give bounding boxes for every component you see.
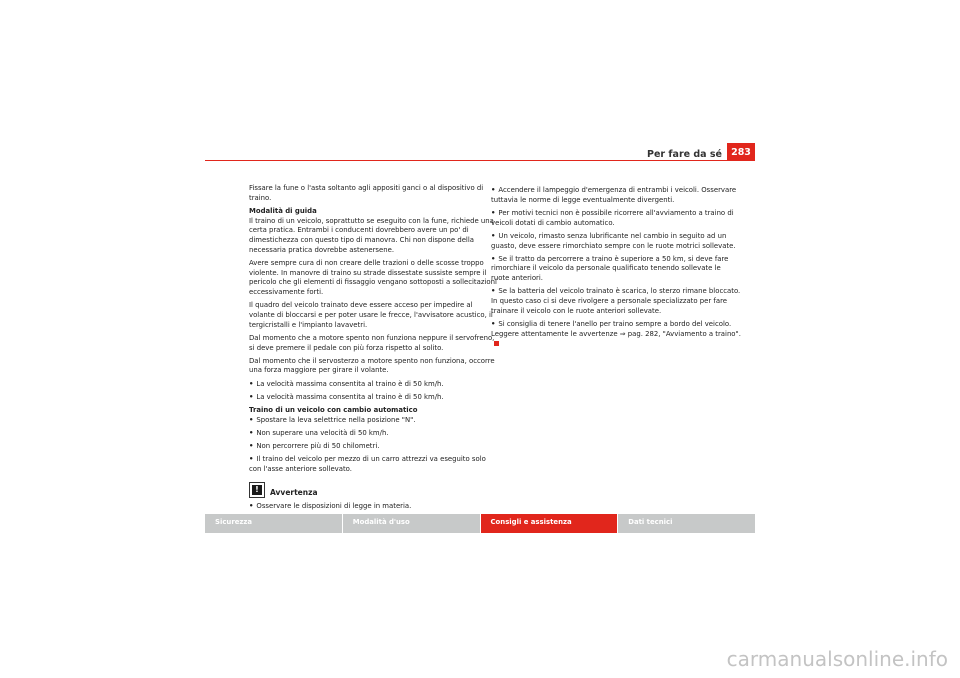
list-item bbox=[249, 393, 497, 403]
paragraph: Il traino di un veicolo, soprattutto se eseguito con la fune, richiede una certa pratica. Entrambi i conducenti dovrebbero avere un po' di dimestichezza con questo tipo di manovra. Chi non dispone della necessaria pratica dovrebbe astenersene. bbox=[249, 216, 494, 254]
list-item-text: La velocità massima consentita al traino è di 50 km/h. bbox=[256, 392, 444, 401]
bullet-icon: • bbox=[249, 428, 254, 437]
list-item bbox=[491, 209, 741, 228]
tab-consigli-assistenza[interactable]: Consigli e assistenza bbox=[481, 514, 618, 533]
list-item bbox=[491, 287, 741, 316]
watermark: carmanualsonline.info bbox=[726, 647, 948, 671]
bullet-icon: • bbox=[491, 254, 496, 263]
list-item-text: Spostare la leva selettrice nella posizione "N". bbox=[256, 415, 416, 424]
list-item-text: Accendere il lampeggio d'emergenza di entrambi i veicoli. Osservare tuttavia le norme di legge eventualmente divergenti. bbox=[491, 186, 737, 204]
paragraph: Avere sempre cura di non creare delle trazioni o delle scosse troppo violente. In manovre di traino su strade dissestate sussiste sempre il pericolo che gli elementi di fissaggio vengano sottoposti a sollecitazioni eccessivamente forti. bbox=[249, 258, 497, 297]
bullet-icon: • bbox=[249, 455, 254, 464]
list-item bbox=[491, 232, 741, 251]
bullet-icon: • bbox=[491, 186, 496, 194]
list-item bbox=[249, 442, 497, 452]
paragraph: Dal momento che il servosterzo a motore spento non funziona, occorre una forza maggiore per girare il volante. bbox=[249, 356, 495, 375]
bullet-icon: • bbox=[249, 501, 254, 510]
list-item-text: La velocità massima consentita al traino è di 50 km/h. bbox=[256, 379, 444, 388]
bullet-icon: • bbox=[491, 231, 496, 240]
tab-modalita-uso[interactable]: Modalità d'uso bbox=[343, 514, 480, 533]
bullet-icon: • bbox=[249, 379, 254, 388]
bullet-icon: • bbox=[249, 415, 254, 424]
list-item-text: Non superare una velocità di 50 km/h. bbox=[256, 428, 389, 437]
left-column bbox=[249, 184, 497, 515]
list-item-text: Osservare le disposizioni di legge in materia. bbox=[256, 501, 412, 510]
list-item bbox=[249, 455, 497, 474]
list-item bbox=[249, 380, 497, 390]
bullet-icon: • bbox=[491, 287, 496, 296]
tab-dati-tecnici[interactable]: Dati tecnici bbox=[618, 514, 755, 533]
warning-header bbox=[249, 482, 497, 498]
list-item bbox=[249, 416, 497, 426]
list-item-text: Un veicolo, rimasto senza lubrificante nel cambio in seguito ad un guasto, deve essere rimorchiato sempre con le ruote motrici sollevate. bbox=[491, 231, 736, 250]
bullet-icon: • bbox=[491, 319, 496, 328]
warning-title: Avvertenza bbox=[270, 488, 318, 498]
list-item bbox=[249, 429, 497, 439]
paragraph: Il quadro del veicolo trainato deve essere acceso per impedire al volante di bloccarsi e per poter usare le frecce, l'avvisatore acustico, il tergicristalli e l'impianto lavavetri. bbox=[249, 301, 493, 329]
list-item-text: Se il tratto da percorrere a traino è superiore a 50 km, si deve fare rimorchiare il veicolo da personale qualificato tenendo sollevate le ruote anteriori. bbox=[491, 254, 729, 283]
bullet-icon: • bbox=[249, 442, 254, 451]
list-item-text: Per motivi tecnici non è possibile ricorrere all'avviamento a traino di veicoli dotati di cambio automatico. bbox=[491, 208, 734, 227]
section-heading-automatico: Traino di un veicolo con cambio automatico bbox=[249, 406, 418, 415]
page-number-badge: 283 bbox=[727, 143, 755, 161]
warning-block bbox=[249, 482, 497, 512]
tab-sicurezza[interactable]: Sicurezza bbox=[205, 514, 342, 533]
exclamation-warning-icon: ! bbox=[249, 482, 265, 498]
intro-paragraph: Fissare la fune o l'asta soltanto agli appositi ganci o al dispositivo di traino. bbox=[249, 184, 484, 202]
header-rule bbox=[205, 160, 755, 161]
list-item bbox=[491, 186, 741, 205]
paragraph: Dal momento che a motore spento non funziona neppure il servofreno, si deve premere il pedale con più forza rispetto al solito. bbox=[249, 333, 495, 352]
list-item bbox=[491, 320, 741, 349]
section-heading-modalita: Modalità di guida bbox=[249, 206, 317, 215]
list-item bbox=[491, 255, 741, 284]
end-of-section-icon bbox=[494, 341, 499, 346]
list-item-text: Il traino del veicolo per mezzo di un carro attrezzi va eseguito solo con l'asse anteriore sollevato. bbox=[249, 455, 486, 474]
list-item-text: Si consiglia di tenere l'anello per traino sempre a bordo del veicolo. Leggere attentamente le avvertenze ⇒ pag. 282, "Avviamento a traino". bbox=[491, 319, 741, 338]
bullet-icon: • bbox=[491, 208, 496, 217]
list-item bbox=[249, 502, 497, 512]
list-item-text: Se la batteria del veicolo trainato è scarica, lo sterzo rimane bloccato. In questo caso ci si deve rivolgere a personale specializzato per fare trainare il veicolo con le ruote anteriori sollevate. bbox=[491, 287, 741, 315]
right-column bbox=[491, 186, 741, 353]
list-item-text: Non percorrere più di 50 chilometri. bbox=[256, 442, 380, 451]
footer-tabs bbox=[205, 514, 755, 533]
bullet-icon: • bbox=[249, 392, 254, 401]
header-title: Per fare da sé bbox=[647, 149, 722, 160]
